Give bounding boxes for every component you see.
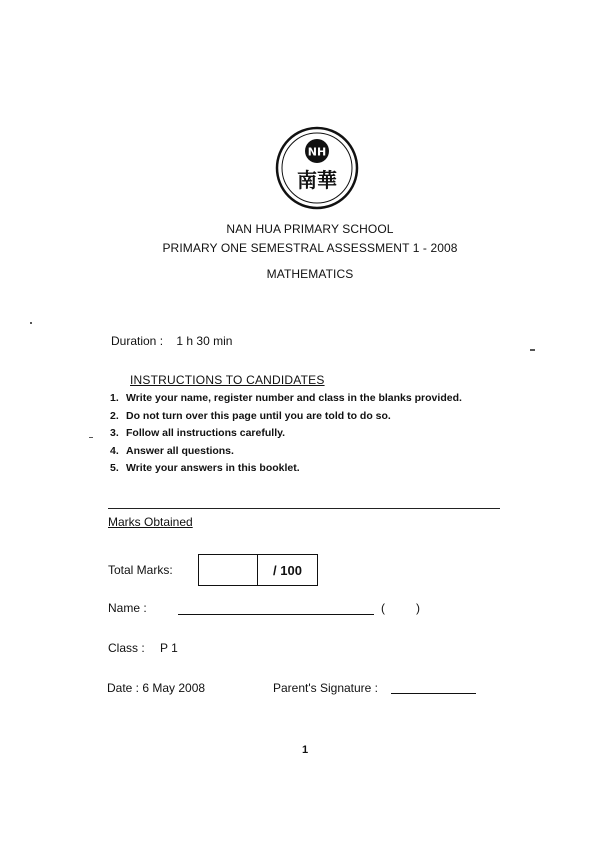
instruction-text: Do not turn over this page until you are told to do so. (126, 409, 391, 422)
total-marks-box (198, 554, 318, 586)
name-label: Name : (108, 601, 147, 615)
marks-heading: Marks Obtained (108, 515, 193, 529)
subject-title: MATHEMATICS (266, 267, 354, 281)
instructions-heading: INSTRUCTIONS TO CANDIDATES (130, 373, 325, 387)
scan-speck (30, 322, 32, 324)
duration-row (111, 334, 232, 348)
duration-label: Duration : (111, 334, 164, 348)
instruction-number: 1. (110, 392, 119, 404)
class-value: P 1 (160, 641, 178, 655)
instruction-number: 5. (110, 462, 119, 474)
logo-monogram: NH (307, 145, 327, 159)
instruction-text: Answer all questions. (126, 444, 234, 457)
instruction-item (108, 427, 468, 440)
instruction-text: Write your answers in this booklet. (126, 462, 300, 474)
school-name: NAN HUA PRIMARY SCHOOL (226, 222, 394, 236)
marks-out-of: / 100 (273, 562, 302, 578)
instruction-item (108, 445, 468, 458)
marks-score-field[interactable] (199, 555, 258, 585)
name-blank[interactable] (178, 614, 374, 615)
parent-signature-blank[interactable] (391, 693, 476, 694)
instruction-item (108, 392, 468, 405)
parent-signature-label: Parent's Signature : (273, 681, 379, 695)
assessment-title: PRIMARY ONE SEMESTRAL ASSESSMENT 1 - 2008 (162, 241, 458, 255)
class-row (108, 641, 178, 655)
instruction-number: 4. (110, 444, 119, 457)
register-number-paren-close: ) (416, 601, 420, 615)
logo-chinese-name: 南華 (297, 168, 337, 192)
instruction-number: 3. (110, 427, 119, 439)
page-number: 1 (302, 744, 309, 756)
instruction-item (108, 462, 468, 475)
scan-speck (530, 349, 535, 351)
date-text: Date : 6 May 2008 (107, 681, 206, 695)
section-divider (108, 508, 500, 509)
instruction-item (108, 410, 468, 423)
total-marks-label: Total Marks: (108, 563, 173, 577)
school-logo (272, 123, 362, 213)
instruction-text: Write your name, register number and class in the blanks provided. (126, 392, 462, 404)
instruction-text: Follow all instructions carefully. (126, 427, 286, 439)
scan-speck (89, 437, 93, 438)
duration-value: 1 h 30 min (176, 334, 233, 348)
instruction-number: 2. (110, 409, 119, 422)
register-number-paren-open: ( (381, 601, 385, 615)
class-label: Class : (108, 641, 145, 655)
instructions-list (108, 392, 468, 480)
